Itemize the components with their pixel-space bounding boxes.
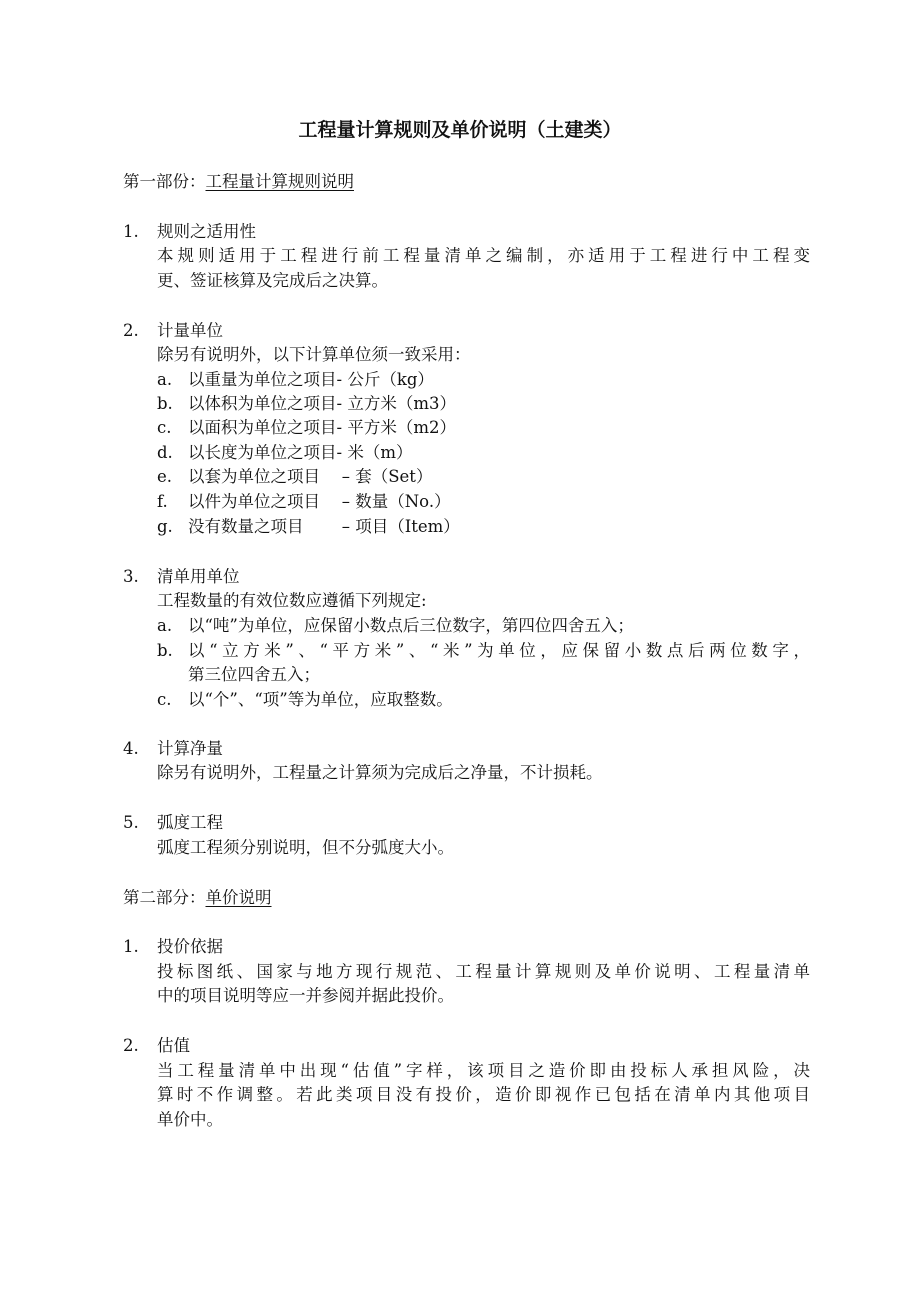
sub-letter: f. [157, 492, 168, 511]
item-number: 1. [123, 937, 139, 956]
part2-heading [123, 888, 272, 908]
item-text: 投标图纸、国家与地方现行规范、工程量计算规则及单价说明、工程量清单 [157, 962, 810, 981]
sub-text: 以套为单位之项目 – 套（Set） [188, 467, 433, 486]
item-title: 弧度工程 [157, 813, 223, 832]
part1-prefix: 第一部份： [123, 172, 206, 191]
sub-letter: b. [157, 641, 173, 660]
item-text: 除另有说明外，以下计算单位须一致采用： [157, 345, 471, 364]
sub-letter: e. [157, 467, 173, 486]
item-text: 中的项目说明等应一并参阅并据此投价。 [157, 986, 454, 1005]
item-title: 计算净量 [157, 739, 223, 758]
sub-text: 以体积为单位之项目- 立方米（m3） [188, 394, 456, 413]
sub-text: 以“个”、“项”等为单位，应取整数。 [188, 690, 453, 709]
item-text: 本规则适用于工程进行前工程量清单之编制，亦适用于工程进行中工程变 [157, 246, 810, 265]
part2-prefix: 第二部分： [123, 888, 206, 907]
part2-title: 单价说明 [205, 888, 272, 907]
item-title: 计量单位 [157, 321, 223, 340]
sub-text: 以重量为单位之项目- 公斤（kg） [188, 370, 434, 389]
document-title: 工程量计算规则及单价说明（土建类） [298, 119, 622, 141]
item-number: 1. [123, 222, 139, 241]
sub-text: 以“吨”为单位，应保留小数点后三位数字，第四位四舍五入； [188, 616, 634, 635]
sub-letter: g. [157, 517, 173, 536]
sub-text: 以长度为单位之项目- 米（m） [188, 443, 413, 462]
part1-title: 工程量计算规则说明 [205, 172, 354, 191]
item-title: 投价依据 [157, 937, 223, 956]
item-text: 单价中。 [157, 1110, 223, 1129]
sub-letter: a. [157, 616, 173, 635]
item-text: 弧度工程须分别说明，但不分弧度大小。 [157, 838, 454, 857]
part1-heading [123, 172, 354, 192]
sub-letter: a. [157, 370, 173, 389]
sub-letter: c. [157, 418, 172, 437]
sub-text: 以“立方米”、“平方米”、“米”为单位，应保留小数点后两位数字， [188, 641, 810, 660]
item-text: 当工程量清单中出现“估值”字样，该项目之造价即由投标人承担风险，决 [157, 1061, 810, 1080]
item-title: 估值 [157, 1036, 190, 1055]
item-number: 2. [123, 321, 139, 340]
item-text: 除另有说明外，工程量之计算须为完成后之净量，不计损耗。 [157, 763, 603, 782]
item-text: 更、签证核算及完成后之决算。 [157, 271, 388, 290]
sub-letter: c. [157, 690, 172, 709]
item-number: 3. [123, 567, 139, 586]
sub-text: 以件为单位之项目 – 数量（No.） [188, 492, 451, 511]
item-number: 5. [123, 813, 139, 832]
sub-text-continued: 第三位四舍五入； [188, 665, 320, 684]
sub-text: 没有数量之项目 – 项目（Item） [188, 517, 460, 536]
item-number: 2. [123, 1036, 139, 1055]
item-text: 算时不作调整。若此类项目没有投价，造价即视作已包括在清单内其他项目 [157, 1085, 810, 1104]
item-number: 4. [123, 739, 139, 758]
item-text: 工程数量的有效位数应遵循下列规定: [157, 591, 427, 610]
item-title: 规则之适用性 [157, 222, 256, 241]
sub-letter: d. [157, 443, 173, 462]
sub-text: 以面积为单位之项目- 平方米（m2） [188, 418, 456, 437]
item-title: 清单用单位 [157, 567, 240, 586]
sub-letter: b. [157, 394, 173, 413]
